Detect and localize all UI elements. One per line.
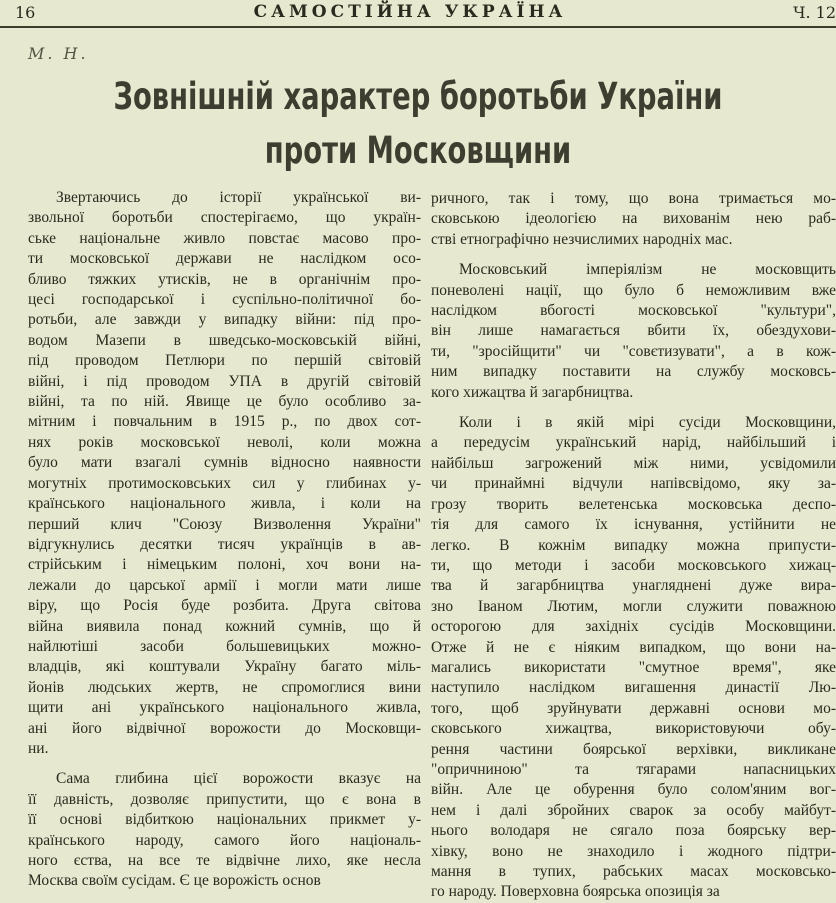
paragraph bbox=[28, 188, 421, 759]
text-line: перший клич "Союзу Визволення України" bbox=[28, 515, 421, 533]
text-line: ни. bbox=[28, 739, 49, 757]
text-line: осторогою для західніх сусідів Московщини. bbox=[431, 618, 836, 636]
text-line: йонів людських жертв, не спромоглися вини bbox=[28, 678, 421, 696]
text-line: під проводом Петлюри по першій світовій bbox=[28, 352, 421, 370]
text-line: країнського національного живла, і коли на bbox=[28, 495, 421, 513]
text-line: бливо тяжких утисків, не в органічнім про- bbox=[28, 270, 421, 288]
text-line: чи принаймні відчули напівсвідомо, яку за- bbox=[431, 475, 836, 493]
text-line: було мати взагалі сумнів відносно наявности bbox=[28, 454, 421, 472]
text-line: Сама глибина цієї ворожости вказує на bbox=[56, 770, 421, 788]
text-line: Московський імперіялізм не московщить bbox=[459, 261, 836, 279]
text-line: війні, та по ній. Явище це було особливо за- bbox=[28, 393, 421, 411]
paragraph bbox=[431, 260, 836, 403]
journal-title: САМОСТІЙНА УКРАЇНА bbox=[253, 2, 567, 22]
paragraph-gap bbox=[28, 759, 421, 769]
text-line: сковського хижацтва, використовуючи обу- bbox=[431, 720, 836, 738]
text-line: Коли і в якій мірі сусіди Московщини, bbox=[459, 414, 836, 432]
text-line: ричного, так і тому, що вона тримається мо- bbox=[431, 190, 836, 207]
text-line: війн. Але це обурення було солом'яним вог- bbox=[431, 781, 836, 799]
text-line: ти, що методи і засоби московського хижац- bbox=[431, 556, 836, 574]
text-line: магались використати "смутное время", яке bbox=[431, 658, 836, 676]
text-line: грозу творить велетенська московська деспо- bbox=[431, 495, 836, 513]
running-head bbox=[0, 0, 836, 28]
text-line: Звертаючись до історії української ви- bbox=[56, 189, 421, 206]
issue-number: Ч. 12 bbox=[793, 3, 836, 22]
text-line: найбільш загрожений між ними, усвідомили bbox=[431, 454, 836, 472]
text-line: Москва своїм сусідам. Є це ворожість основ bbox=[28, 872, 321, 890]
text-line: війна виявила понад кожний сумнів, що й bbox=[28, 617, 421, 635]
text-line: ним випадку поставити на службу московсь- bbox=[431, 363, 836, 381]
article-title-line: Зовнішній характер боротьби України bbox=[113, 75, 723, 118]
text-line: могутніх протимосковських сил у глибинах у- bbox=[28, 474, 421, 492]
text-line: країнського народу, самого його національ- bbox=[28, 831, 421, 849]
text-line: лежали до царської армії і могли мати лише bbox=[28, 576, 421, 594]
text-line: поневолені нації, що було б неможливим вже bbox=[431, 281, 836, 299]
text-line: нього володаря не сягало поза боярську вер- bbox=[431, 822, 836, 840]
text-line: а передусім український нарід, найбільший і bbox=[431, 434, 836, 452]
text-line: звольної боротьби спостерігаємо, що україн- bbox=[28, 209, 421, 227]
paragraph-gap bbox=[431, 250, 836, 260]
paragraph bbox=[28, 769, 421, 891]
text-line: стві етнографічно незчислимих народніх мас. bbox=[431, 230, 733, 248]
text-line: щити ані українського національного живла, bbox=[28, 699, 421, 717]
text-line: мітним і повчальним в 1915 р., по двох сот- bbox=[28, 413, 421, 431]
text-line: її давність, дозволяє припустити, що є вона в bbox=[28, 790, 421, 808]
article-title-line: проти Московщини bbox=[264, 129, 572, 172]
text-line: ти, "зросійщити" чи "совєтизувати", а в кож- bbox=[431, 342, 836, 360]
text-line: цесі господарської і суспільно-політичної бо- bbox=[28, 291, 421, 309]
text-line: го народу. Поверховна боярська опозиція за bbox=[431, 883, 720, 901]
paragraph bbox=[431, 413, 836, 903]
text-line: стрійським і німецьким полоні, хоч вони на- bbox=[28, 556, 421, 574]
text-line: тія для самого їх існування, устійнити не bbox=[431, 516, 836, 534]
text-line: рення частини боярської верхівки, викликане bbox=[431, 740, 836, 758]
left-column bbox=[28, 188, 421, 892]
text-line: нем і далі збройних сварок за особу майбут- bbox=[431, 801, 836, 819]
text-line: ротьби, але завжди у випадку війни: під про- bbox=[28, 311, 421, 329]
text-line: водом Мазепи в шведсько-московській війні, bbox=[28, 331, 421, 349]
text-line: найлютіші засоби большевицьких можно- bbox=[28, 637, 421, 655]
text-line: зно Іваном Лютим, могли служити поважною bbox=[431, 597, 836, 615]
text-line: сковською ідеологією на вихованім нею раб- bbox=[431, 210, 836, 228]
text-line: того, щоб зруйнувати державні основи мо- bbox=[431, 699, 836, 717]
text-line: мання в тупих, рабських масах московсько- bbox=[431, 863, 836, 880]
text-line: хівку, воно не знаходило і жодного підтри- bbox=[431, 842, 836, 860]
article-title bbox=[109, 70, 728, 178]
text-line: її основі відбиткою національних прикмет у- bbox=[28, 811, 421, 829]
right-column bbox=[431, 189, 836, 903]
text-line: війні, і під проводом УПА в другій світовій bbox=[28, 372, 421, 390]
text-line: віру, що Росія буде розбита. Друга світова bbox=[28, 597, 421, 615]
text-line: він лише намагається вбити їх, обездухови- bbox=[431, 322, 836, 340]
paragraph-gap bbox=[431, 403, 836, 413]
text-line: наступило наслідком вигашення династії Лю- bbox=[431, 679, 836, 697]
text-line: "опричниною" та тягарами напасницьких bbox=[431, 760, 836, 778]
page-number: 16 bbox=[15, 3, 36, 22]
text-line: тва й загарбництва унагляднені дуже вира- bbox=[431, 577, 836, 595]
text-line: Отже й не є ніяким випадком, що вони на- bbox=[431, 638, 836, 656]
article-author: М. Н. bbox=[28, 44, 89, 63]
text-line: нях років московської неволі, коли можна bbox=[28, 433, 421, 451]
text-line: відгукнулись десятки тисяч українців в ав- bbox=[28, 535, 421, 553]
text-line: легко. В кожнім випадку можна припусти- bbox=[431, 536, 836, 554]
text-line: кого хижацтва й загарбництва. bbox=[431, 383, 634, 401]
text-line: ське національне живло повстає масово про- bbox=[28, 229, 421, 247]
paragraph bbox=[431, 189, 836, 250]
text-line: ти московської держави не наслідком осо- bbox=[28, 250, 421, 268]
text-line: наслідком вбогості московської "культури", bbox=[431, 302, 836, 320]
text-line: владців, які коштували Україну багато міль- bbox=[28, 658, 421, 676]
text-line: ного єства, на все те відвічне лихо, яке несла bbox=[28, 852, 421, 869]
text-line: ані його відвічної ворожости до Московщи- bbox=[28, 719, 421, 737]
